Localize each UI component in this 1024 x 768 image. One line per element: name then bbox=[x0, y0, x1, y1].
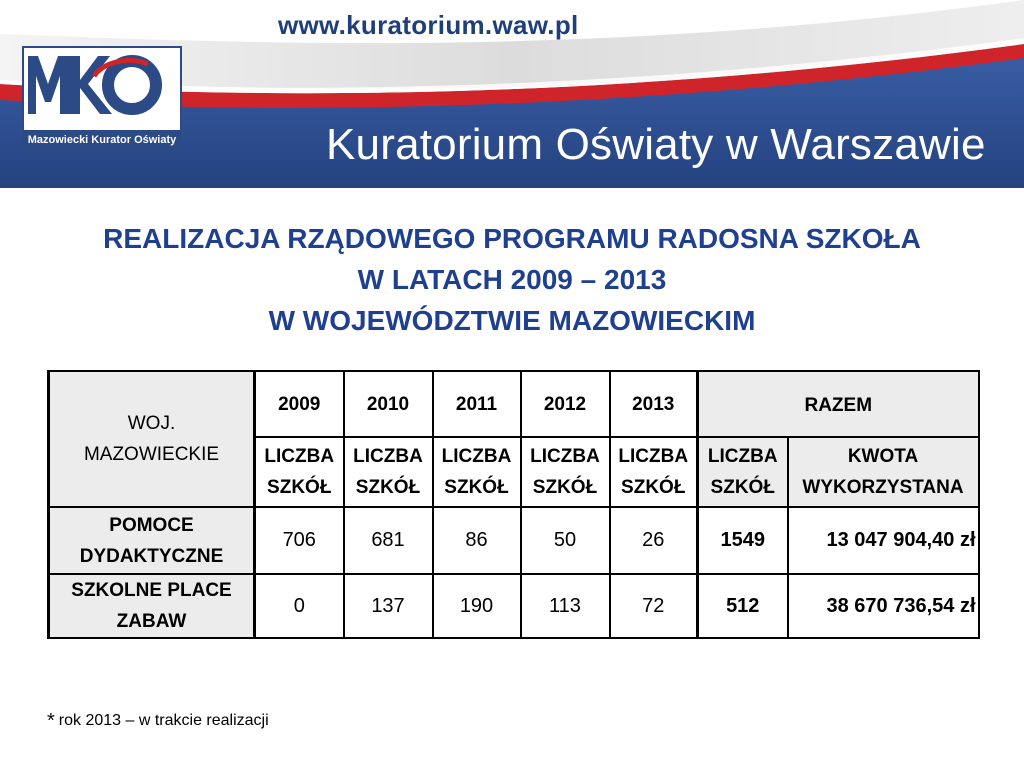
value-cell: 681 bbox=[344, 507, 433, 574]
program-table bbox=[47, 370, 980, 639]
corner-header-cell bbox=[49, 371, 255, 507]
total-count-cell: 1549 bbox=[698, 507, 788, 574]
logo-mark bbox=[24, 48, 164, 120]
corner-line-2: MAZOWIECKIE bbox=[83, 444, 220, 465]
website-url[interactable]: www.kuratorium.waw.pl bbox=[278, 10, 579, 40]
title-line-1: REALIZACJA RZĄDOWEGO PROGRAMU RADOSNA SZKOŁA bbox=[103, 223, 921, 254]
total-amount-cell: 13 047 904,40 zł bbox=[788, 507, 979, 574]
header-banner bbox=[0, 0, 1024, 188]
row-label-line-1: SZKOLNE PLACE bbox=[71, 580, 232, 601]
table-row bbox=[49, 507, 979, 574]
year-header-2009: 2009 bbox=[255, 371, 344, 437]
value-cell: 113 bbox=[521, 574, 610, 638]
corner-line-1: WOJ. bbox=[127, 413, 176, 434]
count-label-line-2: SZKÓŁ bbox=[267, 477, 332, 498]
value-cell: 706 bbox=[255, 507, 344, 574]
row-label-line-2: ZABAW bbox=[116, 611, 187, 632]
title-line-2: W LATACH 2009 – 2013 bbox=[357, 264, 667, 295]
logo-caption: Mazowiecki Kurator Oświaty bbox=[24, 130, 180, 150]
year-header-2010: 2010 bbox=[344, 371, 433, 437]
value-cell: 190 bbox=[433, 574, 521, 638]
count-subheader-total bbox=[698, 437, 788, 507]
amount-subheader bbox=[788, 437, 979, 507]
footnote-text: rok 2013 – w trakcie realizacji bbox=[58, 712, 269, 729]
row-label-line-1: POMOCE bbox=[109, 514, 194, 536]
row-label-playgrounds bbox=[49, 574, 255, 638]
total-header-label: RAZEM bbox=[804, 395, 873, 416]
value-cell: 50 bbox=[521, 507, 610, 574]
table-header-row bbox=[49, 371, 979, 437]
count-label-line-1: LICZBA bbox=[441, 446, 512, 467]
row-label-teaching-aids bbox=[49, 507, 255, 574]
count-subheader-2013 bbox=[610, 437, 698, 507]
count-label-line-2: SZKÓŁ bbox=[621, 477, 686, 498]
total-header bbox=[698, 371, 979, 437]
year-header-2011: 2011 bbox=[433, 371, 521, 437]
count-subheader-2011 bbox=[433, 437, 521, 507]
count-label-line-1: LICZBA bbox=[530, 446, 600, 467]
logo bbox=[22, 46, 182, 152]
count-subheader-2012 bbox=[521, 437, 610, 507]
row-label-line-2: DYDAKTYCZNE bbox=[79, 545, 224, 567]
value-cell: 0 bbox=[255, 574, 344, 638]
count-label-line-1: LICZBA bbox=[618, 446, 689, 467]
total-amount-cell: 38 670 736,54 zł bbox=[788, 574, 979, 638]
count-subheader-2009 bbox=[255, 437, 344, 507]
year-header-2013: 2013 bbox=[610, 371, 698, 437]
amount-label-line-1: KWOTA bbox=[847, 446, 919, 467]
footnote bbox=[47, 710, 269, 733]
total-count-cell: 512 bbox=[698, 574, 788, 638]
count-label-line-2: SZKÓŁ bbox=[355, 477, 421, 498]
title-line-3: W WOJEWÓDZTWIE MAZOWIECKIM bbox=[268, 305, 756, 336]
count-subheader-2010 bbox=[344, 437, 433, 507]
footnote-star: * bbox=[47, 710, 55, 732]
count-label-line-1: LICZBA bbox=[707, 446, 778, 467]
count-label-line-1: LICZBA bbox=[353, 446, 423, 467]
value-cell: 137 bbox=[344, 574, 433, 638]
amount-label-line-2: WYKORZYSTANA bbox=[802, 477, 964, 498]
value-cell: 72 bbox=[610, 574, 698, 638]
value-cell: 26 bbox=[610, 507, 698, 574]
table-row bbox=[49, 574, 979, 638]
count-label-line-2: SZKÓŁ bbox=[532, 477, 598, 498]
page-title bbox=[0, 218, 1024, 341]
year-header-2012: 2012 bbox=[521, 371, 610, 437]
count-label-line-2: SZKÓŁ bbox=[444, 477, 509, 498]
value-cell: 86 bbox=[433, 507, 521, 574]
organization-name: Kuratorium Oświaty w Warszawie bbox=[326, 120, 986, 169]
count-label-line-1: LICZBA bbox=[264, 446, 335, 467]
count-label-line-2: SZKÓŁ bbox=[710, 477, 775, 498]
